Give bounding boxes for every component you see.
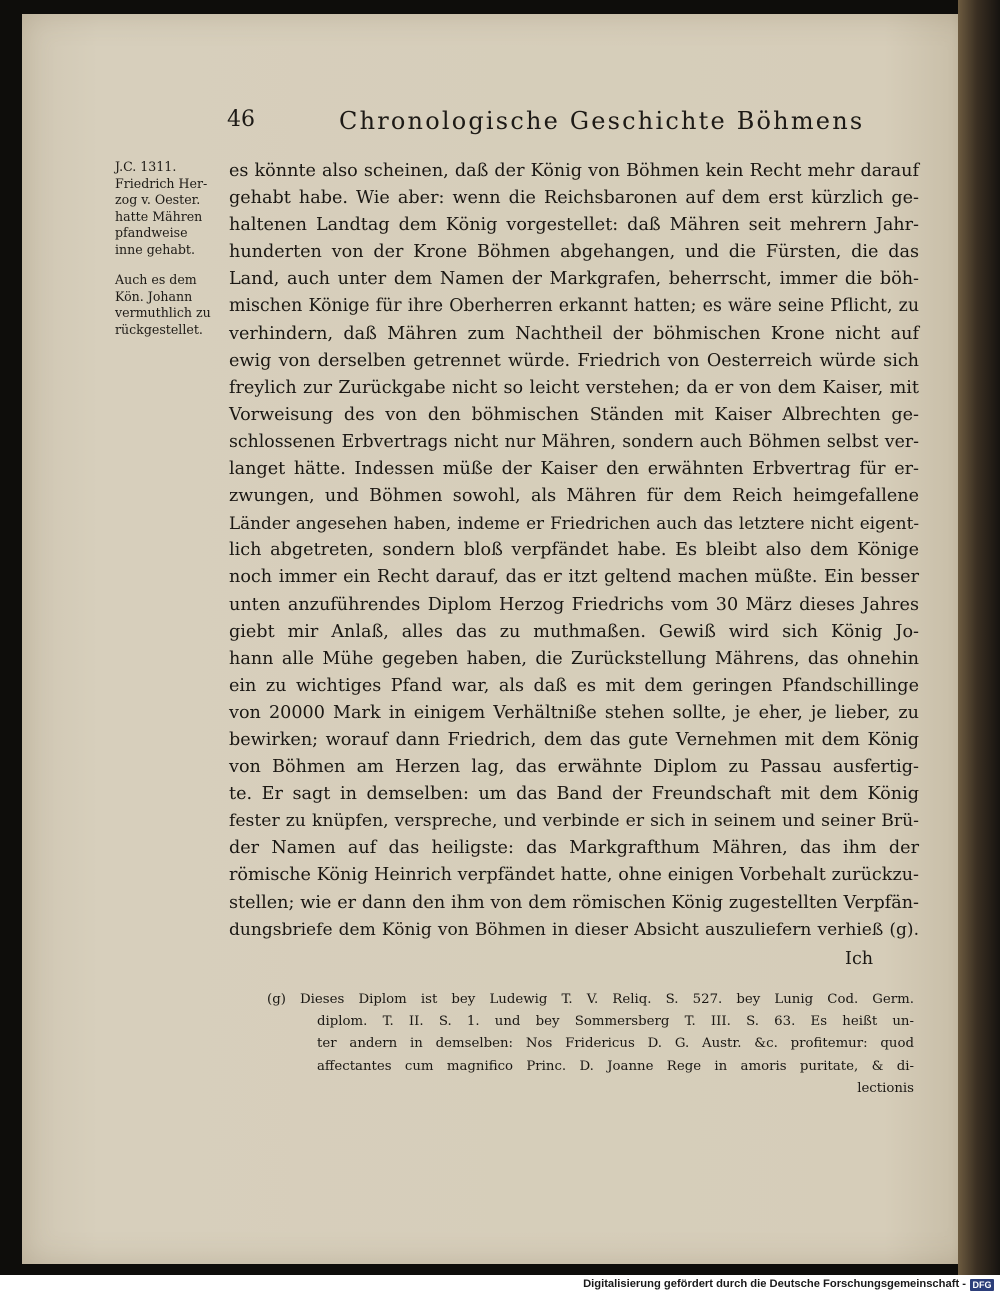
- body-line: stellen; wie er dann den ihm von dem römischen König zugestellten Verpfän-: [229, 892, 919, 913]
- body-line: freylich zur Zurückgabe nicht so leicht verstehen; da er von dem Kaiser, mit: [229, 377, 919, 398]
- body-line: giebt mir Anlaß, alles das zu muthmaßen. Gewiß wird sich König Jo-: [229, 621, 919, 642]
- margin-note-line: J.C. 1311.: [115, 159, 177, 174]
- margin-notes: [115, 159, 237, 352]
- body-line: langet hätte. Indessen müße der Kaiser den erwähnten Erbvertrag für er-: [229, 459, 919, 480]
- body-line: von 20000 Mark in einigem Verhältniße stehen sollte, je eher, je lieber, zu: [229, 702, 919, 723]
- credit-bar: [0, 1275, 1000, 1295]
- body-line: schlossenen Erbvertrags nicht nur Mähren, sondern auch Böhmen selbst ver-: [229, 431, 919, 452]
- margin-note-line: Auch es dem: [115, 272, 197, 287]
- body-line: hann alle Mühe gegeben haben, die Zurückstellung Mährens, das ohnehin: [229, 648, 919, 669]
- footnote-line: ter andern in demselben: Nos Fridericus D. G. Austr. &c. profitemur: quod: [317, 1036, 914, 1052]
- dfg-logo: DFG: [970, 1279, 994, 1291]
- margin-note-line: rückgestellet.: [115, 321, 203, 337]
- book-page: [22, 14, 980, 1264]
- body-line: mischen Könige für ihre Oberherren erkannt hatten; es wäre seine Pflicht, zu: [229, 296, 919, 317]
- body-line: hunderten von der Krone Böhmen abgehangen, und die Fürsten, die das: [229, 242, 919, 263]
- body-line: es könnte also scheinen, daß der König von Böhmen kein Recht mehr darauf: [229, 161, 919, 181]
- page-number: 46: [227, 107, 255, 132]
- margin-note-line: pfandweise: [115, 225, 188, 240]
- body-line: haltenen Landtag dem König vorgestellet: daß Mähren seit mehrern Jahr-: [229, 215, 919, 236]
- body-line: Länder angesehen haben, indeme er Friedrichen auch das letztere nicht eigent-: [229, 513, 919, 534]
- body-line: noch immer ein Recht darauf, das er itzt geltend machen müßte. Ein besser: [229, 567, 919, 588]
- running-title: Chronologische Geschichte Böhmens: [339, 107, 865, 135]
- body-line: verhindern, daß Mähren zum Nachtheil der böhmischen Krone nicht auf: [229, 323, 919, 344]
- margin-note-line: Friedrich Her-: [115, 175, 208, 191]
- footnote: [267, 989, 914, 1100]
- catchword: Ich: [845, 949, 874, 969]
- book-edge: [958, 0, 1000, 1275]
- body-line: fester zu knüpfen, verspreche, und verbinde er sich in seinem und seiner Brü-: [229, 811, 919, 832]
- body-line: lich abgetreten, sondern bloß verpfändet habe. Es bleibt also dem Könige: [229, 540, 919, 561]
- margin-note-line: Kön. Johann: [115, 288, 193, 304]
- body-line: zwungen, und Böhmen sowohl, als Mähren für dem Reich heimgefallene: [229, 486, 919, 507]
- body-line: ein zu wichtiges Pfand war, als daß es mit dem geringen Pfandschillinge: [229, 675, 919, 696]
- body-line: te. Er sagt in demselben: um das Band der Freundschaft mit dem König: [229, 784, 919, 805]
- footnote-line: (g) Dieses Diplom ist bey Ludewig T. V. Reliq. S. 527. bey Lunig Cod. Germ.: [267, 992, 914, 1007]
- body-text: [229, 158, 919, 944]
- margin-note-line: zog v. Oester.: [115, 192, 201, 207]
- credit-text: Digitalisierung gefördert durch die Deutsche Forschungsgemeinschaft -: [583, 1278, 966, 1290]
- body-line: unten anzuführendes Diplom Herzog Friedrichs vom 30 März dieses Jahres: [229, 594, 919, 615]
- body-line: dungsbriefe dem König von Böhmen in dieser Absicht auszuliefern verhieß (g).: [229, 919, 919, 940]
- body-line: Land, auch unter dem Namen der Markgrafen, beherrscht, immer die böh-: [229, 269, 919, 290]
- footnote-line: affectantes cum magnifico Princ. D. Joanne Rege in amoris puritate, & di-: [317, 1058, 914, 1074]
- body-line: römische König Heinrich verpfändet hatte, ohne einigen Vorbehalt zurückzu-: [229, 865, 919, 886]
- footnote-line: diplom. T. II. S. 1. und bey Sommersberg T. III. S. 63. Es heißt un-: [317, 1014, 914, 1030]
- margin-note-line: inne gehabt.: [115, 241, 195, 257]
- body-line: der Namen auf das heiligste: das Markgrafthum Mähren, das ihm der: [229, 838, 919, 859]
- margin-note: [115, 159, 237, 258]
- margin-note: [115, 272, 237, 338]
- body-line: von Böhmen am Herzen lag, das erwähnte Diplom zu Passau ausfertig-: [229, 757, 919, 778]
- body-line: gehabt habe. Wie aber: wenn die Reichsbaronen auf dem erst kürzlich ge-: [229, 188, 919, 209]
- body-line: Vorweisung des von den böhmischen Ständen mit Kaiser Albrechten ge-: [229, 404, 919, 425]
- body-line: bewirken; worauf dann Friedrich, dem das gute Vernehmen mit dem König: [229, 729, 919, 750]
- footnote-line: lectionis: [857, 1080, 914, 1096]
- body-line: ewig von derselben getrennet würde. Friedrich von Oesterreich würde sich: [229, 350, 919, 371]
- margin-note-line: hatte Mähren: [115, 208, 203, 224]
- margin-note-line: vermuthlich zu: [115, 305, 211, 320]
